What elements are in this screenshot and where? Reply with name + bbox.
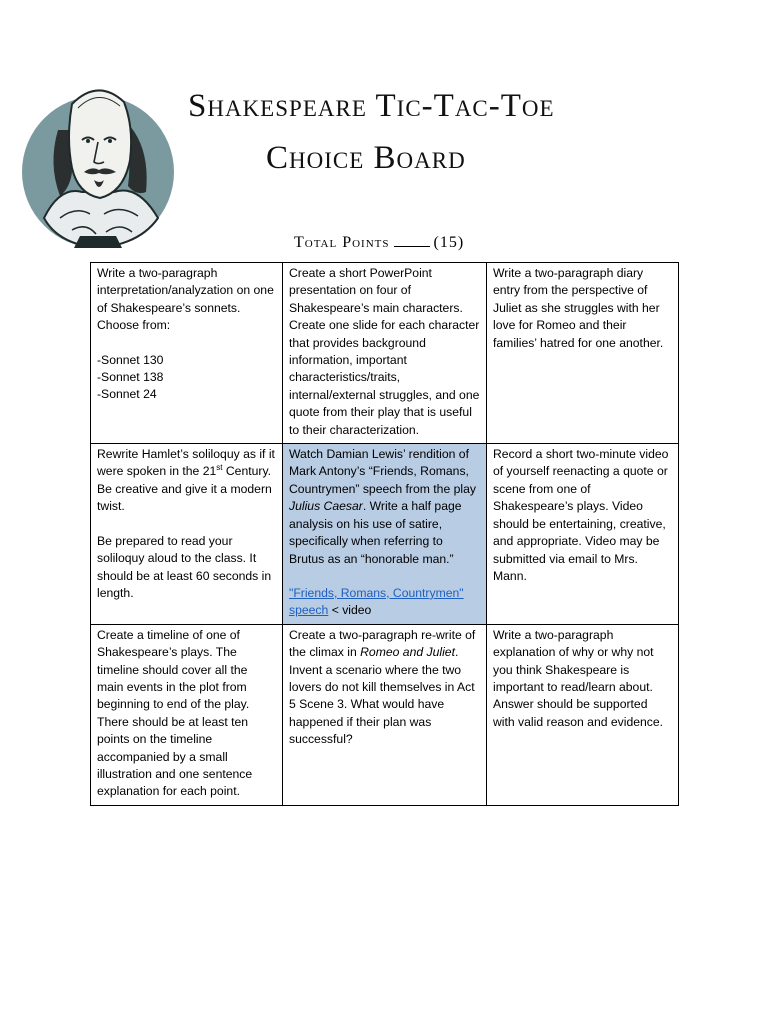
sonnet-option: -Sonnet 138: [97, 370, 164, 385]
sonnet-option: -Sonnet 130: [97, 352, 164, 367]
title-line-2: Choice Board: [266, 140, 466, 176]
points-blank: [394, 234, 430, 247]
total-points-label: Total Points: [294, 234, 390, 251]
total-points: [294, 234, 464, 252]
sonnet-option: -Sonnet 24: [97, 387, 157, 402]
board-cell-explanation: [487, 624, 679, 805]
board-cell-powerpoint: [283, 263, 487, 444]
cell-text: Write a two-paragraph interpretation/analyzation on one of Shakespeare’s sonnets. Choose from:: [97, 266, 274, 333]
cell-text: Write a two-paragraph diary entry from the perspective of Juliet as she struggles with her love for Romeo and their families’ hatred for one another.: [493, 266, 664, 350]
video-link[interactable]: "Friends, Romans, Countrymen" speech: [289, 585, 464, 618]
shakespeare-portrait: [20, 68, 176, 248]
cell-text: Create a short PowerPoint presentation on four of Shakespeare’s main characters. Create one slide for each character that provides background information, important characteristics/traits, internal/external struggles, and one quote from their play that is useful to their characterization.: [289, 266, 480, 437]
board-cell-speech-analysis: [283, 444, 487, 625]
board-cell-video: [487, 444, 679, 625]
video-link-suffix: < video: [328, 603, 372, 618]
cell-text: Be prepared to read your soliloquy aloud to the class. It should be at least 60 seconds in length.: [97, 533, 272, 600]
cell-text: [289, 585, 480, 620]
table-row: [91, 624, 679, 805]
board-cell-diary: [487, 263, 679, 444]
choice-board-table: [90, 262, 679, 806]
table-row: [91, 444, 679, 625]
board-cell-soliloquy: [91, 444, 283, 625]
cell-text: Create a two-paragraph re-write of the climax in Romeo and Juliet. Invent a scenario where the two lovers do not kill themselves in Act 5 Scene 3. What would have happened if their plan was successful?: [289, 627, 476, 747]
board-cell-sonnet: [91, 263, 283, 444]
total-points-value: (15): [433, 234, 465, 251]
title-line-1: Shakespeare Tic-Tac-Toe: [188, 88, 555, 124]
cell-text: Create a timeline of one of Shakespeare’s plays. The timeline should cover all the main events in the plot from beginning to end of the play. There should be at least ten points on the timeline accompanied by a small illustration and one sentence explanation for each point.: [97, 627, 253, 799]
cell-text: Watch Damian Lewis’ rendition of Mark Antony’s “Friends, Romans, Countrymen” speech from the play Julius Caesar. Write a half page analysis on his use of satire, specifically when referring to Brutus as an “honorable man.”: [289, 447, 476, 566]
board-cell-rewrite: [283, 624, 487, 805]
board-cell-timeline: [91, 624, 283, 805]
cell-text: Record a short two-minute video of yourself reenacting a quote or scene from one of Shakespeare’s plays. Video should be entertaining, creative, and appropriate. Video may be submitted via email to Mrs. Mann.: [493, 447, 669, 583]
cell-text: Write a two-paragraph explanation of why or why not you think Shakespeare is important to read/learn about. Answer should be supported with valid reason and evidence.: [493, 627, 664, 729]
cell-text: Rewrite Hamlet’s soliloquy as if it were spoken in the 21st Century. Be creative and give it a modern twist.: [97, 447, 275, 514]
table-row: [91, 263, 679, 444]
